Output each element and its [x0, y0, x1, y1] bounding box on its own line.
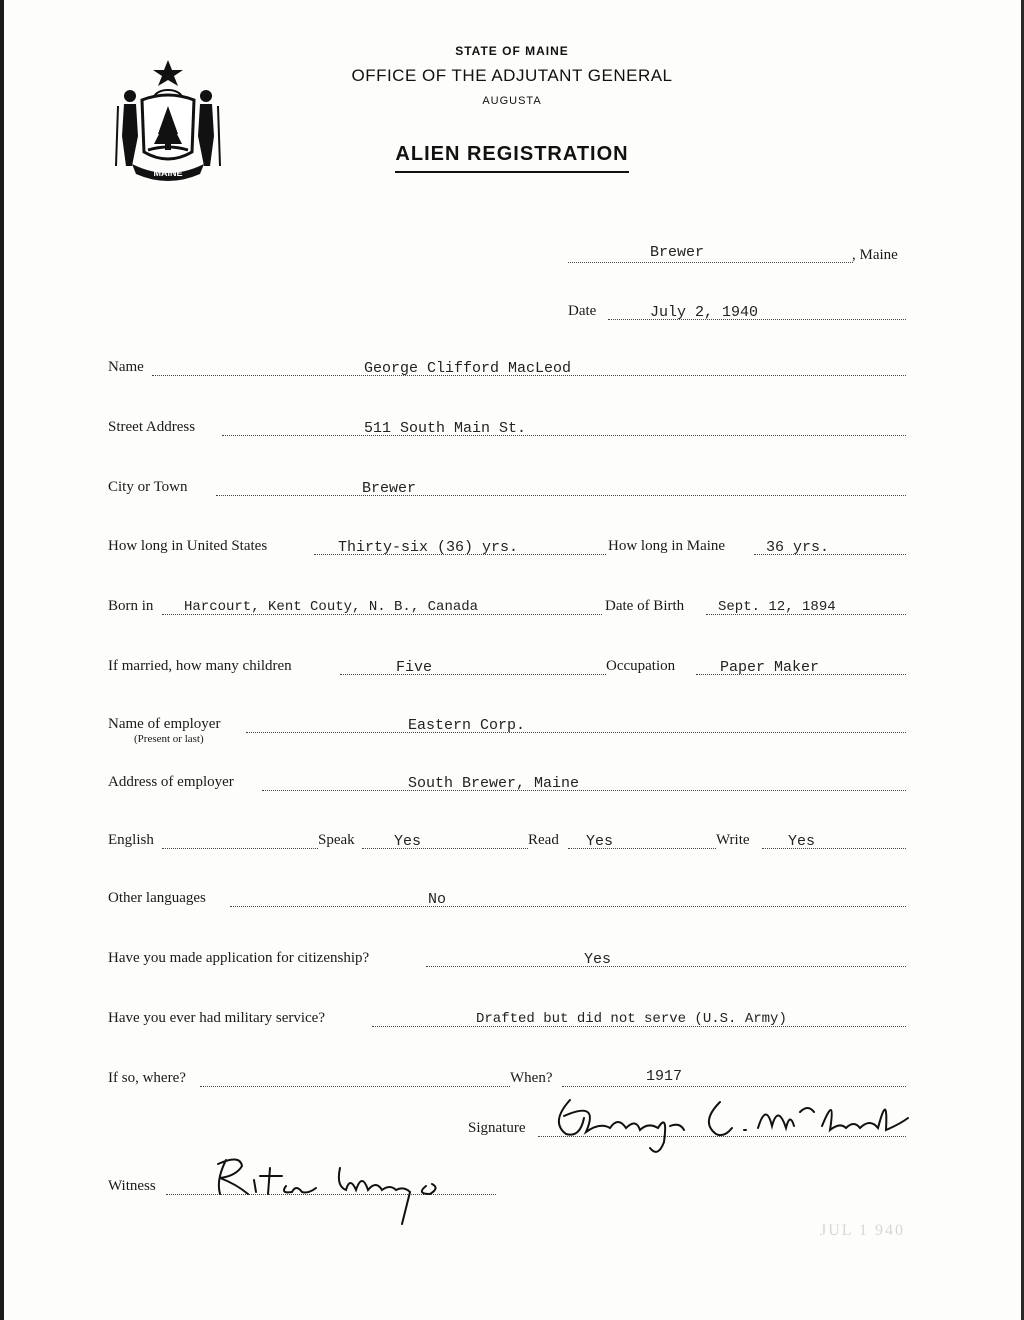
- date-value: July 2, 1940: [650, 304, 759, 321]
- read-value: Yes: [586, 833, 614, 850]
- street-label: Street Address: [108, 419, 196, 435]
- employer-address-label: Address of employer: [108, 774, 234, 790]
- employer-label: Name of employer: [108, 716, 221, 732]
- city-value: Brewer: [362, 480, 417, 497]
- military-value: Drafted but did not serve (U.S. Army): [476, 1011, 787, 1027]
- read-label: Read: [528, 832, 559, 848]
- citizenship-label: Have you made application for citizenship?: [108, 950, 370, 966]
- other-languages-line: [230, 906, 906, 907]
- witness-label: Witness: [108, 1178, 156, 1194]
- form-title-text: ALIEN REGISTRATION: [395, 143, 628, 173]
- born-in-label: Born in: [108, 598, 154, 614]
- other-languages-value: No: [428, 891, 447, 908]
- english-line: [162, 848, 318, 849]
- scan-edge-left: [0, 0, 4, 1320]
- header-state: STATE OF MAINE: [455, 44, 569, 58]
- write-line: [762, 848, 906, 849]
- employer-sublabel: (Present or last): [134, 733, 204, 745]
- where-label: If so, where?: [108, 1070, 186, 1086]
- children-label: If married, how many children: [108, 658, 292, 674]
- how-long-me-label: How long in Maine: [608, 538, 726, 554]
- when-label: When?: [510, 1070, 553, 1086]
- name-value: George Clifford MacLeod: [364, 360, 572, 377]
- where-line: [200, 1086, 510, 1087]
- occupation-value: Paper Maker: [720, 659, 820, 676]
- citizenship-line: [426, 966, 906, 967]
- children-line: [340, 674, 606, 675]
- born-in-value: Harcourt, Kent Couty, N. B., Canada: [184, 599, 479, 615]
- how-long-us-label: How long in United States: [108, 538, 268, 554]
- city-line: [216, 495, 906, 496]
- english-label: English: [108, 832, 154, 848]
- seal-label: MAINE: [153, 168, 183, 178]
- employer-address-value: South Brewer, Maine: [408, 775, 580, 792]
- place-suffix: , Maine: [852, 247, 898, 263]
- dob-value: Sept. 12, 1894: [718, 599, 836, 615]
- speak-label: Speak: [318, 832, 355, 848]
- other-languages-label: Other languages: [108, 890, 206, 906]
- military-label: Have you ever had military service?: [108, 1010, 325, 1026]
- name-label: Name: [108, 359, 144, 375]
- received-stamp: JUL 1 940: [820, 1222, 905, 1239]
- how-long-us-value: Thirty-six (36) yrs.: [338, 539, 519, 556]
- place-line: [568, 262, 853, 263]
- speak-value: Yes: [394, 833, 422, 850]
- city-label: City or Town: [108, 479, 188, 495]
- employer-address-line: [262, 790, 906, 791]
- signature-label: Signature: [468, 1120, 526, 1136]
- children-value: Five: [396, 659, 433, 676]
- header-city: AUGUSTA: [482, 95, 542, 107]
- header-office: OFFICE OF THE ADJUTANT GENERAL: [351, 66, 673, 85]
- street-line: [222, 435, 906, 436]
- occupation-label: Occupation: [606, 658, 676, 674]
- form-title: [0, 143, 1024, 166]
- write-value: Yes: [788, 833, 816, 850]
- witness-handwriting: [196, 1150, 466, 1230]
- employer-value: Eastern Corp.: [408, 717, 526, 734]
- how-long-me-value: 36 yrs.: [766, 539, 830, 556]
- citizenship-value: Yes: [584, 951, 612, 968]
- speak-line: [362, 848, 528, 849]
- signature-handwriting: [540, 1082, 920, 1162]
- when-value: 1917: [646, 1068, 683, 1085]
- employer-line: [246, 732, 906, 733]
- write-label: Write: [716, 832, 750, 848]
- street-value: 511 South Main St.: [364, 420, 527, 437]
- place-value: Brewer: [650, 244, 705, 261]
- date-label: Date: [568, 303, 597, 319]
- dob-label: Date of Birth: [605, 598, 685, 614]
